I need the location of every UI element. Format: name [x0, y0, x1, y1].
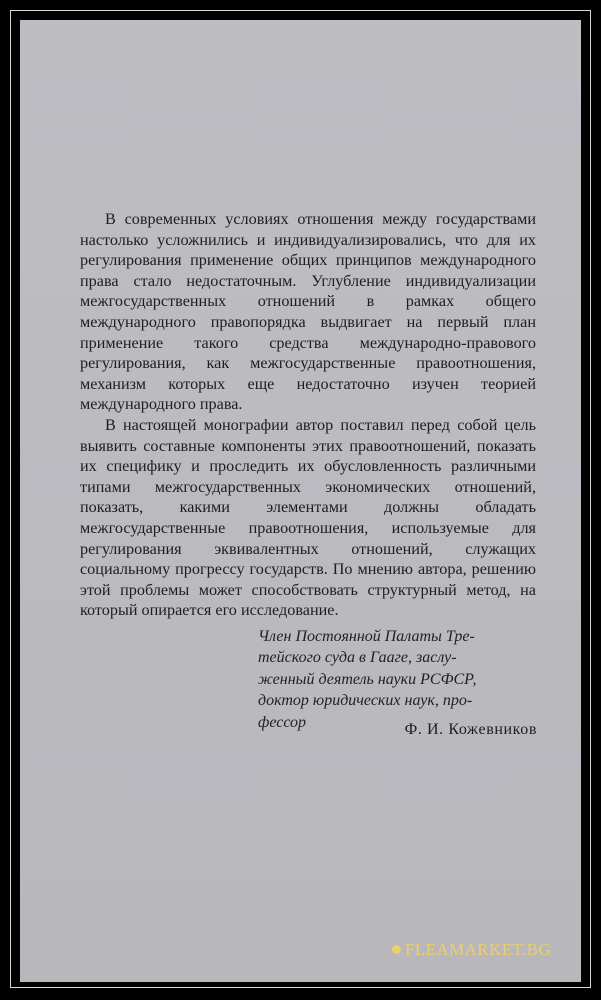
book-page: [20, 20, 581, 982]
watermark-text: FLEAMARKET.BG: [405, 940, 552, 959]
credentials-line: тейского суда в Гааге, заслу-: [258, 649, 457, 667]
watermark-logo-icon: [392, 945, 401, 954]
foreword-text: [80, 209, 536, 621]
author-credentials: [258, 626, 538, 733]
credentials-line: фессор: [258, 713, 307, 731]
credentials-line: Член Постоянной Палаты Тре-: [258, 628, 475, 645]
paragraph-2: В настоящей монографии автор поставил перед собой цель выявить составные компоненты этих правоотношений, показать их специфику и проследить их обусловленность различными типами межгосударственных экономических отношений, показать, какими элементами должны обладать межгосударственные правоотношения, используемые для регулирования эквивалентных отношений, служащих социальному прогрессу государств. По мнению автора, решению этой проблемы может способствовать структурный метод, на который опирается его исследование.: [80, 415, 536, 620]
credentials-line: доктор юридических наук, про-: [258, 692, 473, 710]
paragraph-1: В современных условиях отношения между государствами настолько усложнились и индивидуализировались, что для их регулирования применение общих принципов международного права стало недостаточным. Углубление индивидуализации межгосударственных отношений в рамках общего международного правопорядка выдвигает на первый план применение такого средства международно-правового регулирования, как межгосударственные правоотношения, механизм которых еще недостаточно изучен теорией международного права.: [80, 210, 536, 414]
credentials-line: женный деятель науки РСФСР,: [258, 670, 477, 688]
author-name: Ф. И. Кожевников: [404, 721, 537, 738]
watermark: [392, 940, 551, 960]
